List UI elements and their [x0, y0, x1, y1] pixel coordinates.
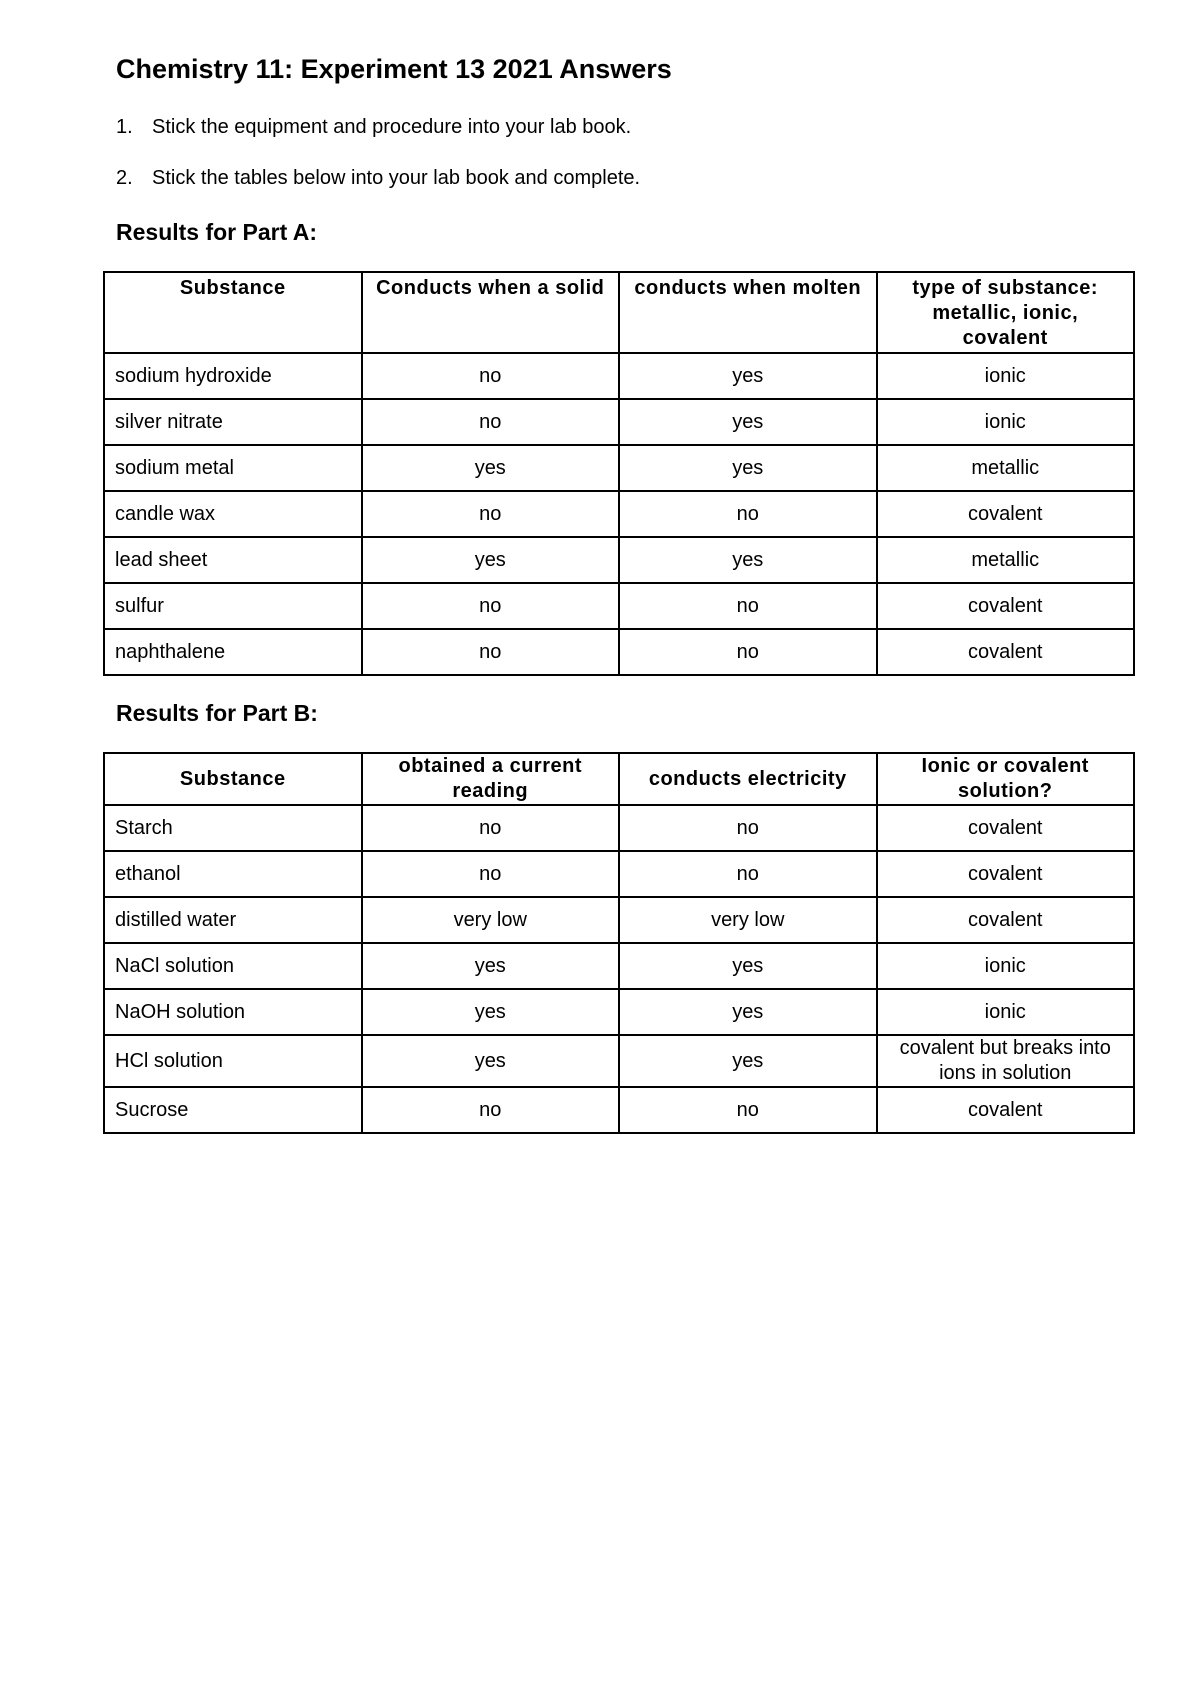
instruction-step-1: [116, 116, 631, 139]
table-cell: yes: [619, 943, 877, 989]
table-cell: silver nitrate: [104, 399, 362, 445]
table-cell: sulfur: [104, 583, 362, 629]
part-a-heading: Results for Part A:: [116, 219, 318, 245]
table-cell: no: [619, 805, 877, 851]
table-cell: candle wax: [104, 491, 362, 537]
table-cell: no: [362, 491, 620, 537]
table-cell: distilled water: [104, 897, 362, 943]
table-cell: Starch: [104, 805, 362, 851]
table-cell: no: [362, 399, 620, 445]
table-cell: HCl solution: [104, 1035, 362, 1087]
table-cell: no: [362, 353, 620, 399]
table-cell: covalent: [877, 491, 1135, 537]
table-cell: no: [362, 629, 620, 675]
table-row: [104, 1035, 1134, 1087]
table-row: [104, 897, 1134, 943]
table-cell: lead sheet: [104, 537, 362, 583]
column-header: type of substance: metallic, ionic, covalent: [877, 272, 1135, 353]
table-cell: yes: [619, 1035, 877, 1087]
table-cell: sodium metal: [104, 445, 362, 491]
table-cell: no: [362, 583, 620, 629]
table-cell: no: [619, 629, 877, 675]
step-number: 2.: [116, 167, 133, 189]
table-cell: ionic: [877, 989, 1135, 1035]
table-cell: yes: [362, 989, 620, 1035]
page-title: Chemistry 11: Experiment 13 2021 Answers: [116, 54, 672, 84]
part-b-heading: Results for Part B:: [116, 700, 318, 726]
table-cell: metallic: [877, 537, 1135, 583]
table-cell: yes: [619, 353, 877, 399]
step-number: 1.: [116, 116, 133, 138]
part-a-results-table: [103, 271, 1135, 676]
table-cell: no: [619, 491, 877, 537]
table-cell: no: [362, 851, 620, 897]
table-cell: yes: [362, 943, 620, 989]
part-b-results-table: [103, 752, 1135, 1134]
table-cell: no: [619, 1087, 877, 1133]
table-row: [104, 805, 1134, 851]
table-row: [104, 851, 1134, 897]
table-row: [104, 943, 1134, 989]
table-cell: yes: [362, 1035, 620, 1087]
table-row: [104, 629, 1134, 675]
table-cell: yes: [362, 445, 620, 491]
step-text: Stick the equipment and procedure into your lab book.: [152, 116, 632, 138]
column-header: Ionic or covalent solution?: [877, 753, 1135, 805]
table-cell: covalent: [877, 1087, 1135, 1133]
table-cell: no: [619, 583, 877, 629]
table-header-row: [104, 753, 1134, 805]
table-cell: covalent: [877, 851, 1135, 897]
column-header: Conducts when a solid: [362, 272, 620, 353]
table-row: [104, 353, 1134, 399]
table-cell: no: [362, 805, 620, 851]
table-cell: covalent: [877, 897, 1135, 943]
table-cell: covalent but breaks into ions in solution: [877, 1035, 1135, 1087]
table-row: [104, 537, 1134, 583]
table-cell: ethanol: [104, 851, 362, 897]
table-cell: NaOH solution: [104, 989, 362, 1035]
table-cell: yes: [619, 537, 877, 583]
table-cell: covalent: [877, 629, 1135, 675]
table-row: [104, 989, 1134, 1035]
table-header-row: [104, 272, 1134, 353]
table-row: [104, 583, 1134, 629]
column-header: conducts electricity: [619, 753, 877, 805]
column-header: conducts when molten: [619, 272, 877, 353]
table-row: [104, 399, 1134, 445]
column-header: Substance: [104, 272, 362, 353]
table-cell: very low: [362, 897, 620, 943]
table-row: [104, 491, 1134, 537]
table-cell: very low: [619, 897, 877, 943]
table-cell: no: [362, 1087, 620, 1133]
table-cell: no: [619, 851, 877, 897]
step-text: Stick the tables below into your lab book and complete.: [152, 167, 641, 189]
table-cell: yes: [619, 989, 877, 1035]
table-cell: Sucrose: [104, 1087, 362, 1133]
table-cell: yes: [362, 537, 620, 583]
table-cell: yes: [619, 445, 877, 491]
table-cell: ionic: [877, 353, 1135, 399]
table-cell: yes: [619, 399, 877, 445]
column-header: Substance: [104, 753, 362, 805]
table-cell: NaCl solution: [104, 943, 362, 989]
table-cell: covalent: [877, 805, 1135, 851]
table-row: [104, 1087, 1134, 1133]
table-row: [104, 445, 1134, 491]
instruction-step-2: [116, 167, 640, 190]
table-cell: metallic: [877, 445, 1135, 491]
table-cell: ionic: [877, 943, 1135, 989]
table-cell: covalent: [877, 583, 1135, 629]
table-cell: ionic: [877, 399, 1135, 445]
table-cell: naphthalene: [104, 629, 362, 675]
column-header: obtained a current reading: [362, 753, 620, 805]
table-cell: sodium hydroxide: [104, 353, 362, 399]
